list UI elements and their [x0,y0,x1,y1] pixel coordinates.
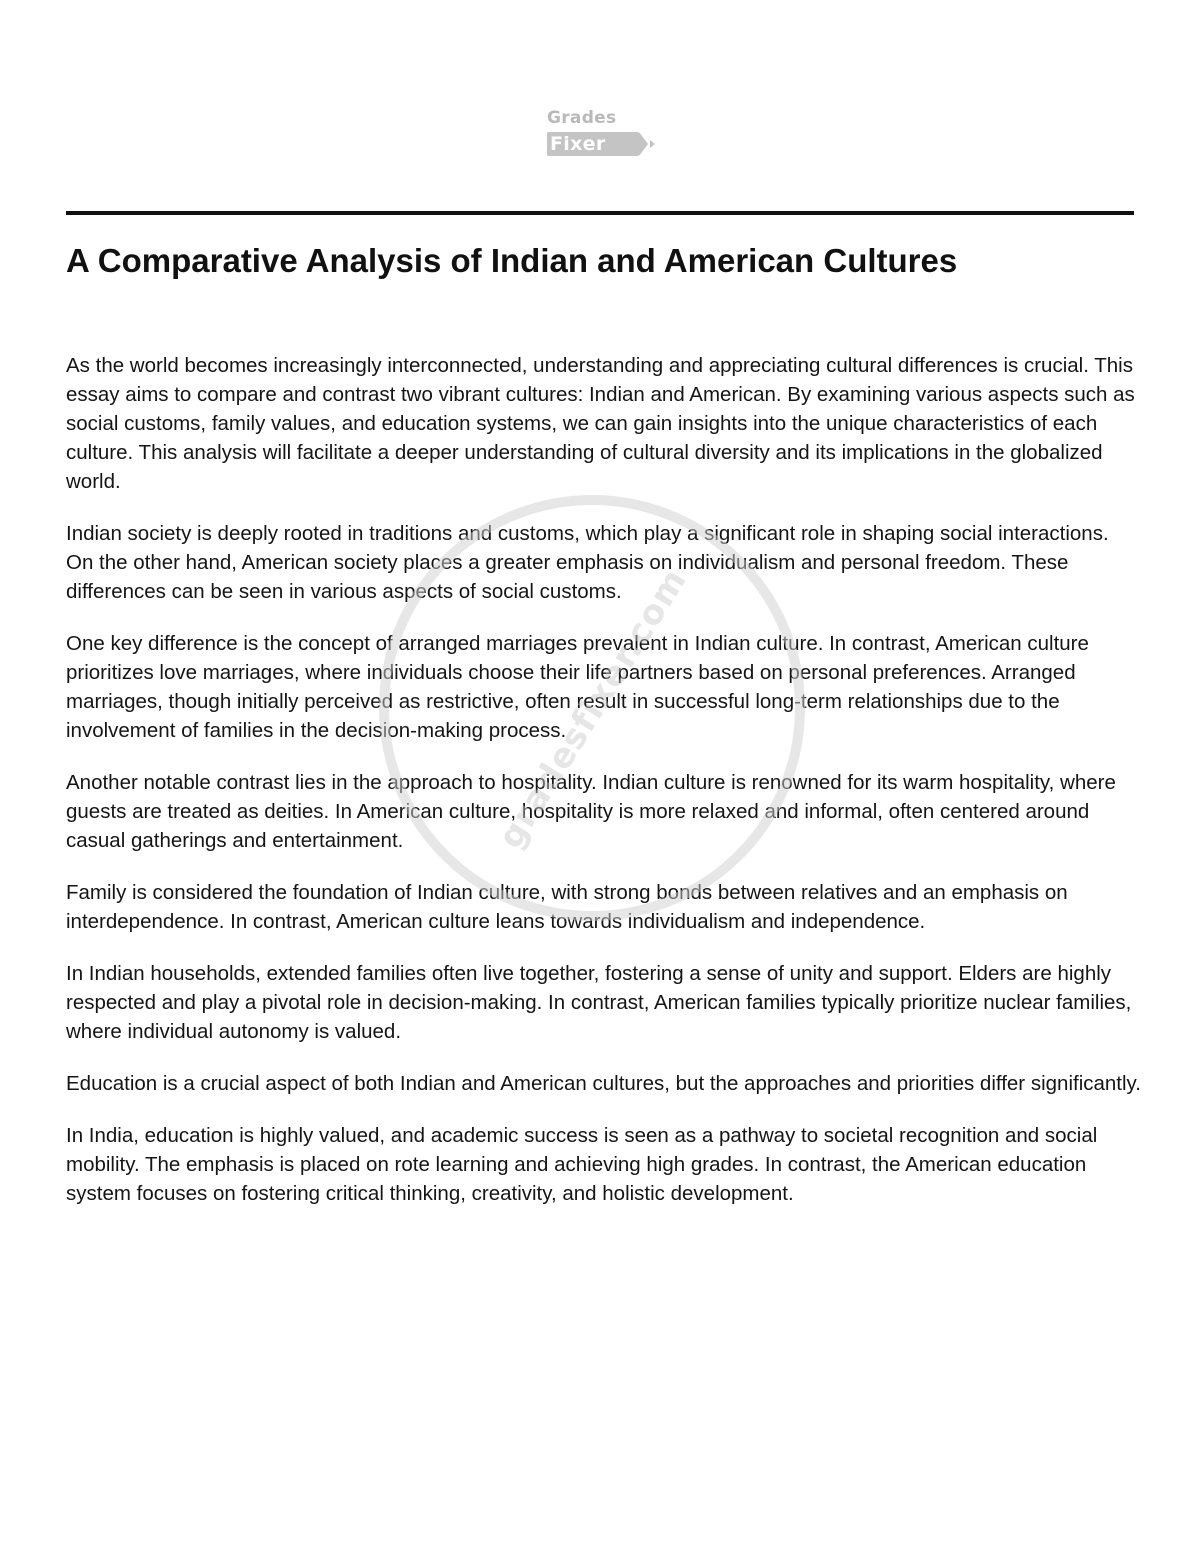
paragraph-5: Family is considered the foundation of Indian culture, with strong bonds between relatives and an emphasis on interdependence. In contrast, American culture leans towards individualism and independence. [66,881,1068,933]
paragraph-2: Indian society is deeply rooted in traditions and customs, which play a significant role in shaping social interactions. On the other hand, American society places a greater emphasis on individualism and personal freedom. These differences can be seen in various aspects of social customs. [66,522,1109,603]
gradesfixer-logo [547,108,657,162]
paragraph-6: In Indian households, extended families often live together, fostering a sense of unity and support. Elders are highly respected and play a pivotal role in decision-making. In contrast, American families typically prioritize nuclear families, where individual autonomy is valued. [66,962,1132,1043]
logo-fixer-box [547,132,639,156]
logo-grades-text: Grades [547,108,617,128]
watermark-text: gradesfixer.com [490,561,696,856]
paragraph-1: As the world becomes increasingly interconnected, understanding and appreciating cultural differences is crucial. This essay aims to compare and contrast two vibrant cultures: Indian and American. By examining various aspects such as social customs, family values, and education systems, we can gain insights into the unique characteristics of each culture. This analysis will facilitate a deeper understanding of cultural diversity and its implications in the globalized world. [66,354,1135,493]
logo-fixer-text: Fixer [550,133,606,155]
paragraph-7: Education is a crucial aspect of both Indian and American cultures, but the approaches and priorities differ significantly. [66,1072,1141,1095]
document-title: A Comparative Analysis of Indian and American Cultures [66,242,958,279]
logo-arrow-icon [639,132,648,156]
document-body [66,351,1141,1231]
header-rule [66,211,1134,215]
paragraph-8: In India, education is highly valued, and academic success is seen as a pathway to societal recognition and social mobility. The emphasis is placed on rote learning and achieving high grades. In contrast, the American education system focuses on fostering critical thinking, creativity, and holistic development. [66,1124,1098,1205]
paragraph-3: One key difference is the concept of arranged marriages prevalent in Indian culture. In contrast, American culture prioritizes love marriages, where individuals choose their life partners based on personal preferences. Arranged marriages, though initially perceived as restrictive, often result in successful long-term relationships due to the involvement of families in the decision-making process. [66,632,1089,742]
paragraph-4: Another notable contrast lies in the approach to hospitality. Indian culture is renowned for its warm hospitality, where guests are treated as deities. In American culture, hospitality is more relaxed and informal, often centered around casual gatherings and entertainment. [66,771,1116,852]
logo-tip-icon [650,140,655,148]
